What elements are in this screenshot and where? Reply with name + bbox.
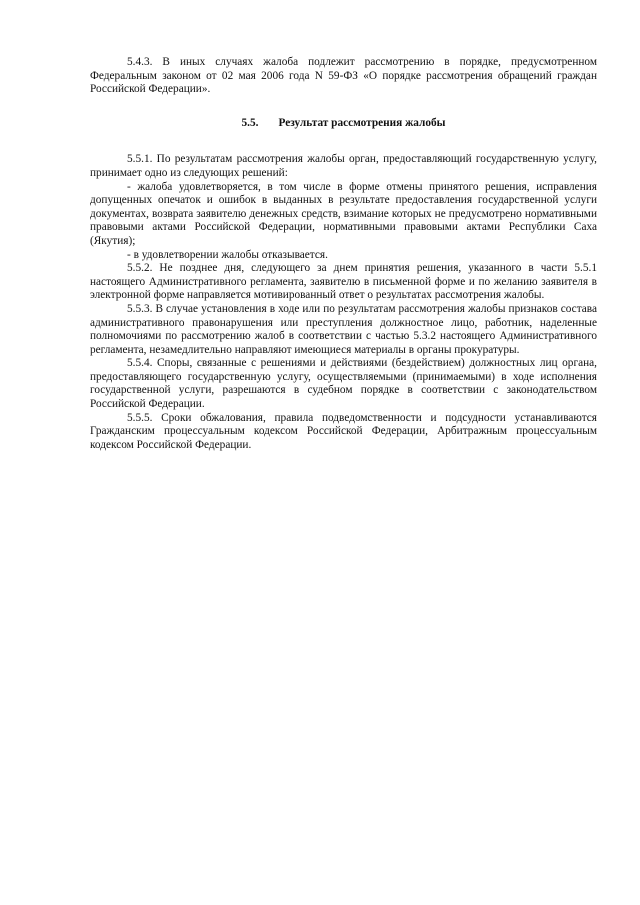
paragraph-5-5-5: 5.5.5. Сроки обжалования, правила подведомственности и подсудности устанавливаются Гражданским процессуальным кодексом Российской Федерации, Арбитражным процессуальным кодексом Российской Федерации. — [90, 411, 597, 451]
section-heading — [90, 117, 597, 131]
document-body — [90, 56, 597, 452]
paragraph-5-5-1: 5.5.1. По результатам рассмотрения жалобы орган, предоставляющий государственную услугу, принимает одно из следующих решений: — [90, 153, 597, 179]
list-item-refused: - в удовлетворении жалобы отказывается. — [127, 248, 328, 261]
paragraph-5-5-4: 5.5.4. Споры, связанные с решениями и действиями (бездействием) должностных лиц органа, предоставляющего государственную услугу, осуществляемыми (принимаемыми) в ходе исполнения государственной услуги, разрешаются в судебном порядке в соответствии с законодательством Российской Федерации. — [90, 357, 597, 411]
section-title: Результат рассмотрения жалобы — [278, 116, 446, 129]
section-number: 5.5. — [241, 116, 259, 129]
paragraph-5-4-3: 5.4.3. В иных случаях жалоба подлежит рассмотрению в порядке, предусмотренном Федеральным законом от 02 мая 2006 года N 59-ФЗ «О порядке рассмотрения обращений граждан Российской Федерации». — [90, 56, 597, 96]
paragraph-5-5-2: 5.5.2. Не позднее дня, следующего за днем принятия решения, указанного в части 5.5.1 настоящего Административного регламента, заявителю в письменной форме и по желанию заявителя в электронной форме направляется мотивированный ответ о результатах рассмотрения жалобы. — [90, 262, 597, 302]
list-item-satisfied: - жалоба удовлетворяется, в том числе в форме отмены принятого решения, исправления допущенных опечаток и ошибок в выданных в результате предоставления государственной услуги документах, возврата заявителю денежных средств, взимание которых не предусмотрено нормативными правовыми актами Российской Федерации, нормативными правовыми актами Республики Саха (Якутия); — [90, 180, 597, 247]
paragraph-5-5-3: 5.5.3. В случае установления в ходе или по результатам рассмотрения жалобы признаков состава административного правонарушения или преступления должностное лицо, работник, наделенные полномочиями по рассмотрению жалоб в соответствии с частью 5.3.2 настоящего Административного регламента, незамедлительно направляют имеющиеся материалы в органы прокуратуры. — [90, 302, 597, 356]
